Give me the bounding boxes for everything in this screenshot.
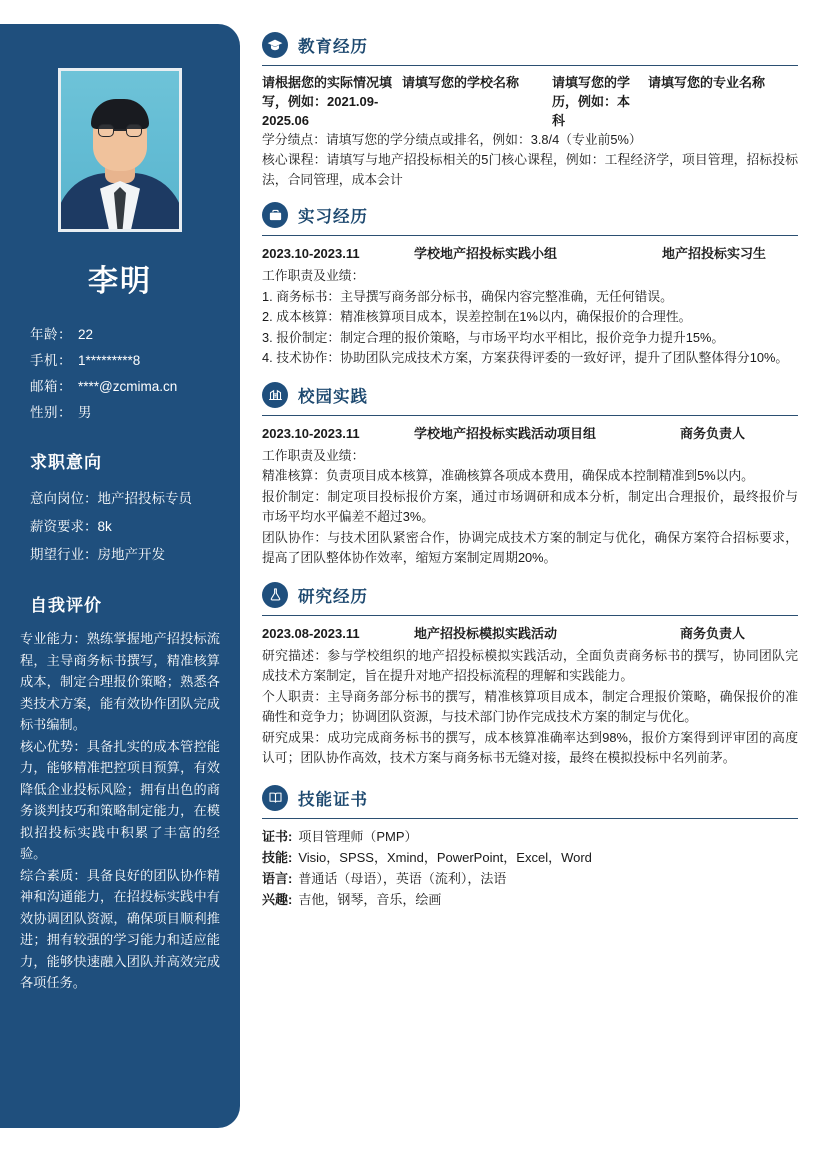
self-evaluation-paragraph: 核心优势：具备扎实的成本管控能力，能够精准把控项目预算，有效降低企业投标风险；拥有出色的商务谈判技巧和策略制定能力，在模拟招投标实践中积累了丰富的经验。: [20, 738, 220, 861]
internship-item: 3. 报价制定：制定合理的报价策略，与市场平均水平相比，报价竞争力提升15%。: [262, 329, 725, 345]
section-header: [262, 32, 798, 62]
internship-lead: 工作职责及业绩：: [262, 268, 365, 283]
skills-row-skills: [262, 847, 798, 868]
education-degree: 请填写您的学历，例如：本科: [552, 75, 631, 128]
contact-label-gender: 性别：: [30, 405, 72, 420]
contact-row-email: [30, 374, 220, 400]
education-courses-line: 核心课程：请填写与地产招投标相关的5门核心课程，例如：工程经济学，项目管理，招标投标法，合同管理，成本会计: [262, 152, 798, 187]
divider: [262, 615, 798, 616]
research-entry-header: [262, 623, 798, 645]
flask-icon: [262, 582, 288, 608]
job-intent-title: 求职意向: [30, 453, 102, 472]
skills-row-interests: [262, 889, 798, 910]
section-campus-practice: [262, 382, 798, 569]
section-title: 实习经历: [298, 208, 368, 226]
contact-row-gender: [30, 400, 220, 426]
education-major: 请填写您的专业名称: [648, 75, 766, 90]
campus-organization: 学校地产招投标实践活动项目组: [414, 425, 597, 441]
skills-value-certificate: 项目管理师（PMP）: [298, 828, 418, 844]
self-evaluation-paragraph: 专业能力：熟练掌握地产招投标流程，主导商务标书撰写，精准核算成本，制定合理报价策略；熟悉各类技术方案，能有效协作团队完成标书编制。: [20, 631, 220, 732]
contact-value-email: ****@zcmima.cn: [78, 379, 178, 394]
divider: [262, 818, 798, 819]
internship-date: 2023.10-2023.11: [262, 246, 360, 261]
research-organization: 地产招投标模拟实践活动: [414, 625, 558, 641]
job-intent-value-salary: 8k: [97, 519, 112, 534]
research-item: 个人职责：主导商务部分标书的撰写，精准核算项目成本，制定合理报价策略，确保报价的准确性和竞争力；协调团队资源，与技术部门协作完成技术方案的制定与优化。: [262, 688, 798, 724]
education-gpa-line: 学分绩点：请填写您的学分绩点或排名，例如：3.8/4（专业前5%）: [262, 132, 642, 147]
skills-row-certificate: [262, 826, 798, 847]
skills-value-skills: Visio，SPSS，Xmind，PowerPoint，Excel，Word: [298, 849, 592, 865]
glasses-icon: [98, 124, 142, 137]
campus-item: 报价制定：制定项目投标报价方案，通过市场调研和成本分析，制定出合理报价，最终报价与市场平均水平偏差不超过3%。: [262, 488, 798, 524]
job-intent-row-industry: [20, 541, 220, 569]
divider: [262, 235, 798, 236]
section-skills-certificates: [262, 785, 798, 910]
skills-label-certificate: 证书:: [262, 828, 293, 844]
self-evaluation-paragraph: 综合素质：具备良好的团队协作精神和沟通能力，在招投标实践中有效协调团队资源，确保项目顺利推进；拥有较强的学习能力和适应能力，能够快速融入团队并高效完成各项任务。: [20, 867, 220, 990]
job-intent-label-industry: 期望行业：: [30, 547, 98, 562]
campus-item: 精准核算：负责项目成本核算，准确核算各项成本费用，确保成本控制精准到5%以内。: [262, 468, 754, 483]
research-date: 2023.08-2023.11: [262, 625, 360, 641]
education-header-row: [262, 73, 798, 130]
job-intent-value-industry: 房地产开发: [97, 547, 165, 562]
divider: [262, 65, 798, 66]
section-education: [262, 32, 798, 190]
campus-role: 商务负责人: [680, 425, 746, 441]
briefcase-icon: [262, 202, 288, 228]
section-header: [262, 785, 798, 815]
sidebar: [0, 24, 240, 1128]
education-period: 请根据您的实际情况填写，例如：2021.09-2025.06: [262, 75, 393, 128]
internship-entry-header: [262, 243, 798, 265]
internship-item: 1. 商务标书：主导撰写商务部分标书，确保内容完整准确，无任何错误。: [262, 288, 673, 304]
school-building-icon: [262, 382, 288, 408]
portrait-photo-image: [61, 71, 179, 229]
job-intent-list: [20, 485, 220, 569]
job-intent-row-salary: [20, 513, 220, 541]
internship-item: 2. 成本核算：精准核算项目成本，误差控制在1%以内，确保报价的合理性。: [262, 309, 692, 324]
skills-value-languages: 普通话（母语），英语（流利），法语: [298, 870, 507, 886]
internship-organization: 学校地产招投标实践小组: [414, 246, 558, 261]
job-intent-value-position: 地产招投标专员: [97, 491, 192, 506]
campus-entry-header: [262, 423, 798, 445]
campus-date: 2023.10-2023.11: [262, 425, 360, 441]
internship-role: 地产招投标实习生: [662, 246, 767, 261]
contact-info-list: [20, 322, 220, 426]
contact-value-gender: 男: [78, 405, 92, 420]
section-research: [262, 582, 798, 769]
skills-label-skills: 技能:: [262, 849, 293, 865]
job-intent-label-salary: 薪资要求：: [30, 519, 98, 534]
education-school: 请填写您的学校名称: [402, 75, 520, 90]
skills-label-interests: 兴趣:: [262, 891, 293, 907]
avatar: [58, 68, 182, 232]
section-title: 技能证书: [298, 790, 368, 809]
graduation-cap-icon: [262, 32, 288, 58]
section-title: 研究经历: [298, 587, 368, 606]
research-item: 研究描述：参与学校组织的地产招投标模拟实践活动，全面负责商务标书的撰写，协同团队完成技术方案制定，旨在提升对地产招投标流程的理解和实践能力。: [262, 647, 798, 683]
research-item: 研究成果：成功完成商务标书的撰写，成本核算准确率达到98%，报价方案得到评审团的高度认可；团队协作高效，技术方案与商务标书无缝对接，最终在模拟投标中名列前茅。: [262, 729, 798, 765]
job-intent-row-position: [20, 485, 220, 513]
campus-item: 团队协作：与技术团队紧密合作，协调完成技术方案的制定与优化，确保方案符合招标要求，提高了团队整体协作效率，缩短方案制定周期20%。: [262, 529, 798, 565]
divider: [262, 415, 798, 416]
section-header: [262, 582, 798, 612]
internship-item: 4. 技术协作：协助团队完成技术方案，方案获得评委的一致好评，提升了团队整体得分10%。: [262, 350, 789, 365]
contact-label-email: 邮箱：: [30, 379, 72, 394]
contact-label-phone: 手机：: [30, 353, 72, 368]
section-header: [262, 202, 798, 232]
skills-label-languages: 语言:: [262, 870, 293, 886]
contact-value-phone: 1*********8: [78, 353, 141, 368]
self-evaluation-title: 自我评价: [30, 596, 102, 615]
campus-lead: 工作职责及业绩：: [262, 447, 365, 463]
section-title: 教育经历: [298, 38, 368, 56]
contact-row-phone: [30, 348, 220, 374]
main-content: [262, 32, 798, 914]
section-title: 校园实践: [298, 387, 368, 406]
contact-row-age: [30, 322, 220, 348]
self-evaluation-body: [20, 628, 220, 994]
contact-value-age: 22: [78, 327, 94, 342]
section-internship: [262, 202, 798, 369]
section-header: [262, 382, 798, 412]
skills-row-languages: [262, 868, 798, 889]
skills-value-interests: 吉他，钢琴，音乐，绘画: [298, 891, 442, 907]
research-role: 商务负责人: [680, 625, 746, 641]
candidate-name: 李明: [88, 265, 152, 298]
job-intent-label-position: 意向岗位：: [30, 491, 98, 506]
open-book-icon: [262, 785, 288, 811]
contact-label-age: 年龄：: [30, 327, 72, 342]
